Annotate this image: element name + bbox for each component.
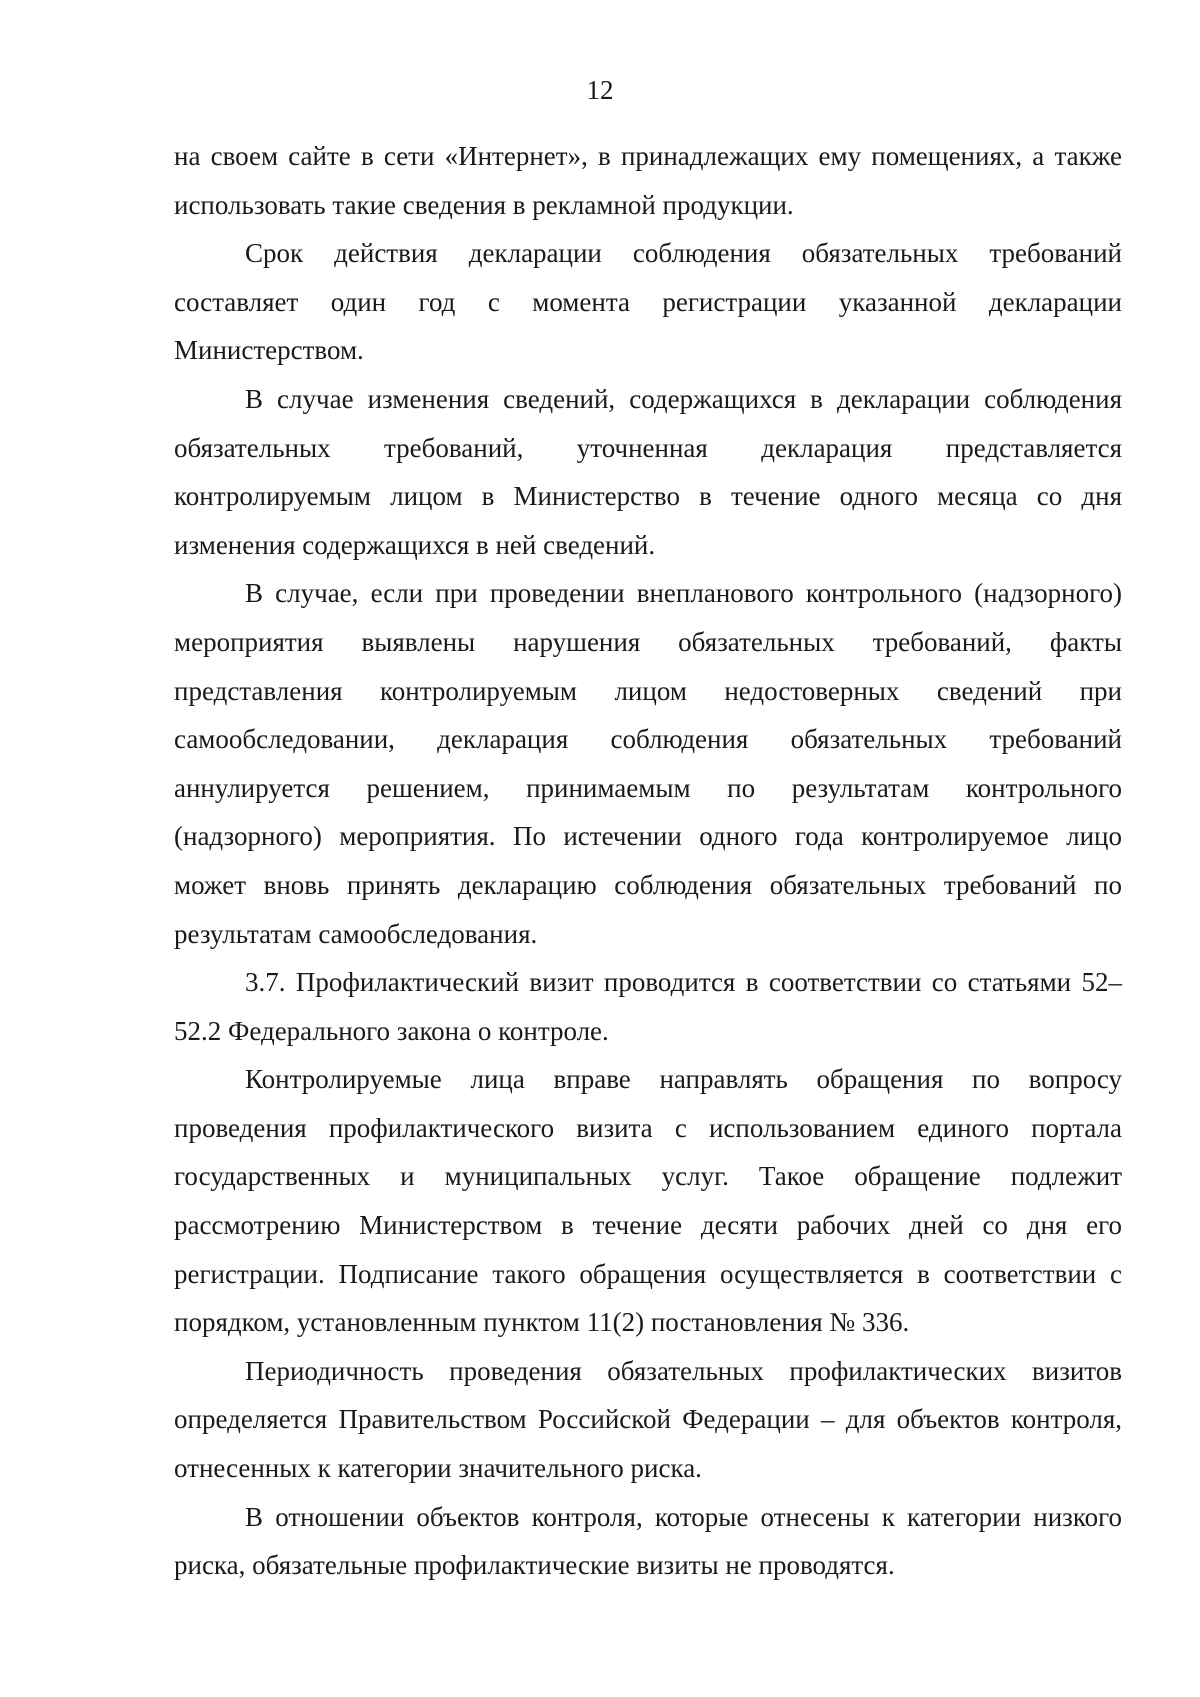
paragraph-6: Контролируемые лица вправе направлять обращения по вопросу проведения профилактического визита с использованием единого портала государственных и муниципальных услуг. Такое обращение подлежит рассмотрению Министерством в течение десяти рабочих дней со дня его регистрации. Подписание такого обращения осуществляется в соответствии с порядком, установленным пунктом 11(2) постановления № 336. bbox=[174, 1064, 1122, 1338]
paragraph-2: Срок действия декларации соблюдения обязательных требований составляет один год с момента регистрации указанной декларации Министерством. bbox=[174, 238, 1122, 366]
paragraph-4: В случае, если при проведении внепланового контрольного (надзорного) мероприятия выявлены нарушения обязательных требований, факты представления контролируемым лицом недостоверных сведений при самообследовании, декларация соблюдения обязательных требований аннулируется решением, принимаемым по результатам контрольного (надзорного) мероприятия. По истечении одного года контролируемое лицо может вновь принять декларацию соблюдения обязательных требований по результатам самообследования. bbox=[174, 578, 1122, 949]
paragraph-5: 3.7. Профилактический визит проводится в соответствии со статьями 52–52.2 Федерального закона о контроле. bbox=[174, 967, 1122, 1046]
paragraph-7: Периодичность проведения обязательных профилактических визитов определяется Правительством Российской Федерации – для объектов контроля, отнесенных к категории значительного риска. bbox=[174, 1355, 1122, 1484]
page-number: 12 bbox=[586, 75, 614, 105]
document-body bbox=[174, 132, 1122, 1590]
paragraph-3: В случае изменения сведений, содержащихся в декларации соблюдения обязательных требований, уточненная декларация представляется контролируемым лицом в Министерство в течение одного месяца со дня изменения содержащихся в ней сведений. bbox=[174, 383, 1122, 560]
paragraph-8: В отношении объектов контроля, которые отнесены к категории низкого риска, обязательные профилактические визиты не проводятся. bbox=[174, 1501, 1122, 1581]
paragraph-1: на своем сайте в сети «Интернет», в принадлежащих ему помещениях, а также использовать такие сведения в рекламной продукции. bbox=[174, 141, 1122, 220]
